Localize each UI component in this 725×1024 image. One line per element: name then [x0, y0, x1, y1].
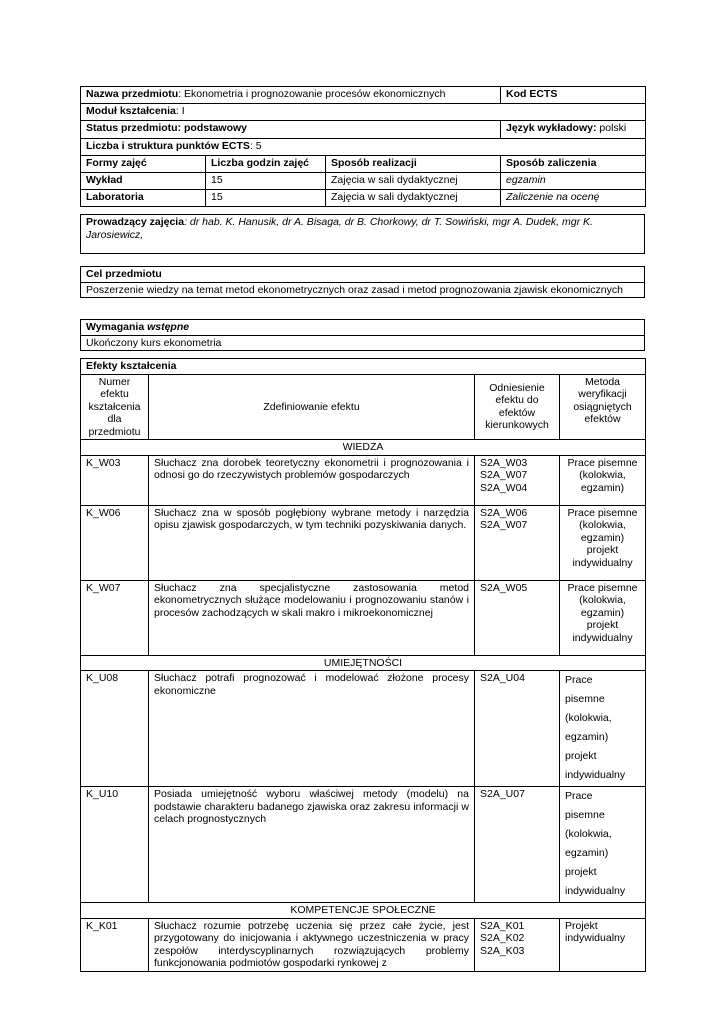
col-header-verification: Metoda weryfikacji osiągniętych efektów [560, 374, 646, 440]
row-assessment: egzamin [501, 172, 646, 189]
col-header-forms: Formy zajęć [81, 155, 206, 172]
effect-reference: S2A_W06 S2A_W07 [475, 505, 560, 580]
effect-definition: Słuchacz zna specjalistyczne zastosowania metod ekonometrycznych służące modelowaniu i prognozowaniu stanów i procesów zachodzących w skali makro i mikroekonomicznej [149, 580, 475, 655]
col-header-method: Sposób realizacji [326, 155, 501, 172]
effect-verification: Prace pisemne (kolokwia, egzamin) projekt indywidualny [560, 580, 646, 655]
table-row [81, 190, 646, 207]
row-form: Laboratoria [81, 190, 206, 207]
table-row [81, 580, 646, 655]
ects-points-label: Liczba i struktura punktów ECTS [86, 139, 250, 152]
row-method: Zajęcia w sali dydaktycznej [326, 172, 501, 189]
language-cell [501, 121, 646, 138]
lecturers-cell [81, 215, 645, 254]
table-row [81, 505, 646, 580]
col-header-assessment: Sposób zaliczenia [501, 155, 646, 172]
ects-code-label: Kod ECTS [506, 88, 558, 100]
col-header-number: Numer efektu kształcenia dla przedmiotu [81, 374, 149, 440]
effects-title-cell [81, 359, 646, 375]
status-label: Status przedmiotu: podstawowy [86, 122, 248, 135]
effect-verification: Prace pisemne (kolokwia, egzamin) projekt indywidualny [560, 671, 646, 787]
effects-title: Efekty kształcenia [86, 360, 177, 372]
col-header-reference: Odniesienie efektu do efektów kierunkowych [475, 374, 560, 440]
language-label: Język wykładowy: [506, 122, 597, 135]
lecturers-label: Prowadzący zajęcia [86, 216, 185, 228]
effect-reference: S2A_W05 [475, 580, 560, 655]
requirements-text: Ukończony kurs ekonometria [81, 335, 645, 351]
ects-points-value: : 5 [249, 139, 262, 152]
lecturers-value: : dr hab. K. Hanusik, dr A. Bisaga, dr B. Chorkowy, dr T. Sowiński, mgr A. Dudek, mgr K. Jarosiewicz, [86, 216, 593, 241]
section-skills: UMIEJĘTNOŚCI [81, 655, 646, 671]
language-value: polski [596, 122, 627, 135]
effect-verification: Projekt indywidualny [560, 918, 646, 971]
lecturers-table [80, 214, 645, 254]
table-row [81, 918, 646, 971]
subject-name-cell [81, 87, 501, 104]
requirements-table [80, 319, 645, 351]
subject-name-value: : Ekonometria i prognozowanie procesów ekonomicznych [178, 88, 446, 100]
row-method: Zajęcia w sali dydaktycznej [326, 190, 501, 207]
effect-reference: S2A_U07 [475, 787, 560, 903]
table-row [81, 455, 646, 505]
table-row [81, 671, 646, 787]
row-hours: 15 [206, 172, 326, 189]
effect-reference: S2A_U04 [475, 671, 560, 787]
effect-definition: Słuchacz zna w sposób pogłębiony wybrane metody i narzędzia opisu zjawisk gospodarczych, w tym techniki pozyskiwania danych. [149, 505, 475, 580]
goal-table [80, 266, 645, 298]
module-value: : I [175, 105, 185, 118]
table-row [81, 787, 646, 903]
effect-definition: Słuchacz rozumie potrzebę uczenia się przez całe życie, jest przygotowany do inicjowania i aktywnego uczestniczenia w pracy zespołów interdyscyplinarnych rozwiązujących problemy funkcjonowania podmiotów gospodarki rynkowej z [149, 918, 475, 971]
col-header-definition: Zdefiniowanie efektu [149, 374, 475, 440]
effect-code: K_W07 [81, 580, 149, 655]
requirements-label: Wymagania [86, 321, 148, 333]
forms-header-row [81, 155, 646, 172]
effects-table [80, 358, 646, 972]
section-competences: KOMPETENCJE SPOŁECZNE [81, 903, 646, 919]
effect-definition: Posiada umiejętność wyboru właściwej metody (modelu) na podstawie charakteru badanego zjawiska oraz zakresu informacji w celach prognostycznych [149, 787, 475, 903]
goal-label-cell [81, 267, 645, 283]
effect-code: K_W06 [81, 505, 149, 580]
status-cell [81, 121, 501, 138]
module-cell [81, 104, 646, 121]
effect-definition: Słuchacz zna dorobek teoretyczny ekonometrii i prognozowania i odnosi go do rzeczywistych problemów gospodarczych [149, 455, 475, 505]
effect-verification: Prace pisemne (kolokwia, egzamin) projekt indywidualny [560, 505, 646, 580]
requirements-label-cell [81, 320, 645, 336]
effect-code: K_U08 [81, 671, 149, 787]
goal-text: Poszerzenie wiedzy na temat metod ekonometrycznych oraz zasad i metod prognozowania zjawisk ekonomicznych [81, 282, 645, 298]
subject-name-label: Nazwa przedmiotu [86, 88, 179, 100]
effect-code: K_U10 [81, 787, 149, 903]
goal-label: Cel przedmiotu [86, 268, 162, 280]
effect-reference: S2A_K01 S2A_K02 S2A_K03 [475, 918, 560, 971]
col-header-hours: Liczba godzin zajęć [206, 155, 326, 172]
effect-reference: S2A_W03 S2A_W07 S2A_W04 [475, 455, 560, 505]
effects-header-row [81, 374, 646, 440]
table-row [81, 172, 646, 189]
ects-code-cell [501, 87, 646, 104]
row-hours: 15 [206, 190, 326, 207]
effect-code: K_W03 [81, 455, 149, 505]
effect-definition: Słuchacz potrafi prognozować i modelować złożone procesy ekonomiczne [149, 671, 475, 787]
requirements-label-italic: wstępne [147, 321, 190, 333]
section-knowledge: WIEDZA [81, 440, 646, 456]
course-header-table [80, 86, 646, 207]
row-assessment: Zaliczenie na ocenę [501, 190, 646, 207]
ects-points-cell [81, 138, 646, 155]
effect-verification: Prace pisemne (kolokwia, egzamin) [560, 455, 646, 505]
effect-verification: Prace pisemne (kolokwia, egzamin) projekt indywidualny [560, 787, 646, 903]
effect-code: K_K01 [81, 918, 149, 971]
module-label: Moduł kształcenia [86, 105, 176, 118]
row-form: Wykład [81, 172, 206, 189]
